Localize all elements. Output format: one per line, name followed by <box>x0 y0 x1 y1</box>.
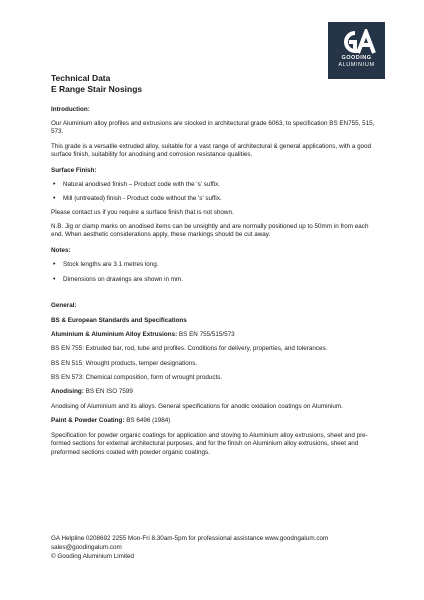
alloy-extrusions-line <box>51 331 376 339</box>
general-heading: General: <box>51 301 77 309</box>
paint-coating-label: Paint & Powder Coating: <box>51 417 125 425</box>
introduction-heading: Introduction: <box>51 106 90 113</box>
surface-finish-list <box>51 181 376 203</box>
introduction-paragraph-1: Our Aluminium alloy profiles and extrusions are stocked in architectural grade 6063, to specification BS EN755, 515, 573. <box>51 120 375 136</box>
logo-text-gooding: GOODING <box>341 55 372 61</box>
anodising-label: Anodising: <box>51 388 84 396</box>
bs-en-515-line: BS EN 515: Wrought products, temper designations. <box>51 359 198 367</box>
notes-list <box>51 261 376 284</box>
ga-logo-mark-icon <box>337 29 377 55</box>
page-footer <box>51 535 381 561</box>
logo-text-aluminium: ALUMINIUM <box>338 61 375 68</box>
surface-finish-note: N.B. Jig or clamp marks on anodised items can be unsightly and are normally positioned up to 50mm in from each end. When aesthetic considerations apply, these markings should be cut away. <box>51 223 369 239</box>
bs-en-573-line: BS EN 573: Chemical composition, form of wrought products. <box>51 374 223 382</box>
bs-en-755-line: BS EN 755: Extruded bar, rod, tube and profiles. Conditions for delivery, properties, and tolerances. <box>51 345 328 353</box>
footer-copyright: © Gooding Aluminium Limited <box>51 552 135 560</box>
surface-finish-heading: Surface Finish: <box>51 166 97 174</box>
doc-title-line1: Technical Data <box>51 73 111 83</box>
alloy-extrusions-value: BS EN 755/515/573 <box>177 330 235 338</box>
paint-coating-line <box>51 417 376 425</box>
surface-finish-contact: Please contact us if you require a surface finish that is not shown. <box>51 208 234 216</box>
paint-coating-description: Specification for powder organic coatings for application and stoving to Aluminium alloy extrusions, sheet and pre-formed sections for external architectural purposes, and for the finish on Aluminium alloy extrusions, sheet and preformed sections coated with powder organic coatings. <box>51 431 368 456</box>
footer-helpline: GA Helpline 0208692 2255 Mon-Fri 8.30am-5pm for professional assistance www.goodngalum.com <box>51 535 329 542</box>
list-item: • Stock lengths are 3.1 metres long. <box>51 261 376 269</box>
paint-coating-value: BS 6496 (1984) <box>124 417 171 425</box>
list-item: • Mill (untreated) finish - Product code without the 's' suffix. <box>51 195 376 203</box>
anodising-value: BS EN ISO 7599 <box>83 388 133 396</box>
list-item: • Dimensions on drawings are shown in mm. <box>51 276 376 284</box>
introduction-paragraph-2: This grade is a versatile extruded alloy, suitable for a vast range of architectural & general applications, with a good surface finish, suitability for anodising and corrosion resistance qualities. <box>51 142 372 159</box>
anodising-line <box>51 388 376 396</box>
alloy-extrusions-label: Aluminium & Aluminium Alloy Extrusions: <box>51 330 178 338</box>
doc-title-line2: E Range Stair Nosings <box>51 83 143 94</box>
anodising-description: Anodising of Aluminium and its alloys. General specifications for anodic oxidation coatings on Aluminium. <box>51 402 343 410</box>
company-logo <box>328 22 385 79</box>
footer-email: sales@goodingalum.com <box>51 543 122 551</box>
notes-heading: Notes: <box>51 246 71 254</box>
main-content <box>51 73 376 457</box>
list-item: • Natural anodised finish – Product code with the 's' suffix. <box>51 181 376 189</box>
standards-heading: BS & European Standards and Specifications <box>51 316 187 324</box>
